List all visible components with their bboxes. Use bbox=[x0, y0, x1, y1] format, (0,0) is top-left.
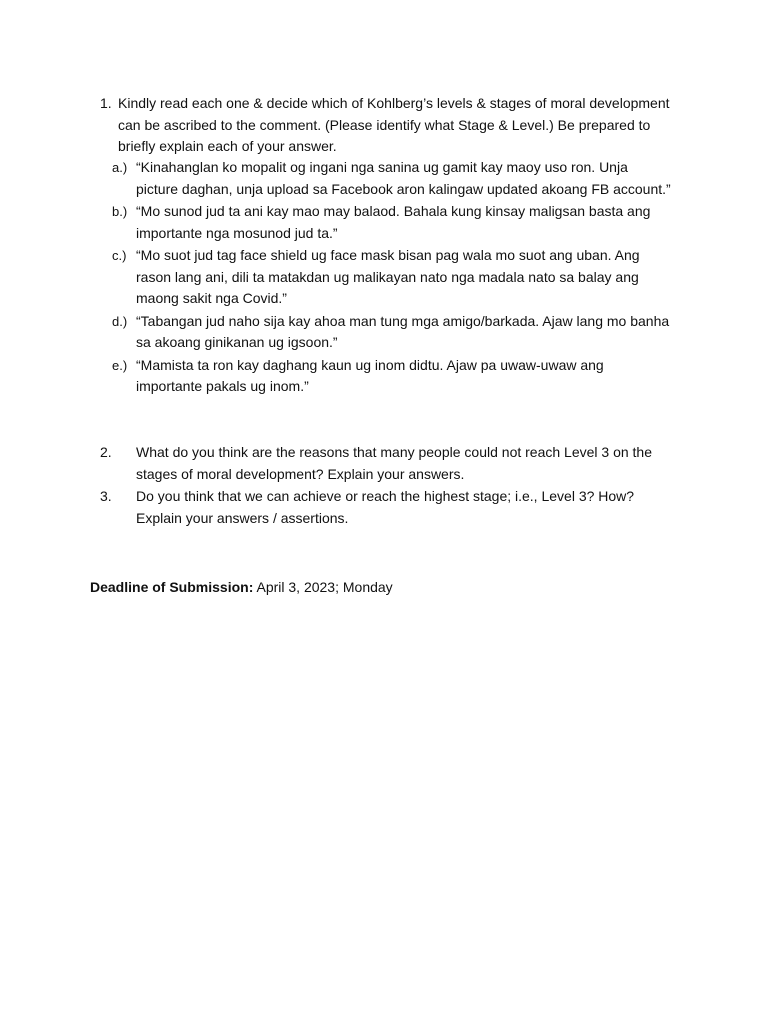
subitem-text: “Kinahanglan ko mopalit og ingani nga sanina ug gamit kay maoy uso ron. Unja picture daghan, unja upload sa Facebook aron kalingaw updated akoang FB account.” bbox=[136, 159, 671, 197]
question-number: 1. bbox=[100, 95, 112, 111]
subitem-letter: d.) bbox=[112, 313, 128, 329]
question-2 bbox=[100, 442, 680, 485]
subitem-text: “Mo suot jud tag face shield ug face mask bisan pag wala mo suot ang uban. Ang rason lang ani, dili ta matakdan ug malikayan nato nga madala nato sa balay ang maong sakit nga Covid.” bbox=[136, 247, 640, 306]
subitem-c bbox=[112, 245, 672, 310]
deadline-label: Deadline of Submission: bbox=[90, 579, 254, 595]
subitem-letter: b.) bbox=[112, 204, 128, 219]
deadline bbox=[90, 577, 393, 598]
question-text: Kindly read each one & decide which of Kohlberg’s levels & stages of moral development can be ascribed to the comment. (Please identify what Stage & Level.) Be prepared to briefly explain each of your answer. bbox=[118, 95, 670, 154]
subitem-text: “Tabangan jud naho sija kay ahoa man tung mga amigo/barkada. Ajaw lang mo banha sa akoang ginikanan ug igsoon.” bbox=[136, 312, 670, 350]
subitem-letter: a.) bbox=[112, 160, 128, 175]
question-1 bbox=[100, 93, 680, 158]
question-3 bbox=[100, 486, 680, 529]
question-number: 3. bbox=[100, 488, 112, 504]
subitem-e bbox=[112, 355, 672, 398]
subitem-text: “Mo sunod jud ta ani kay mao may balaod. Bahala kung kinsay maligsan basta ang importante nga mosunod jud ta.” bbox=[136, 203, 651, 241]
deadline-value: April 3, 2023; Monday bbox=[256, 579, 393, 595]
subitem-b bbox=[112, 201, 672, 244]
subitem-d bbox=[112, 311, 672, 354]
question-text: Do you think that we can achieve or reach the highest stage; i.e., Level 3? How? Explain your answers / assertions. bbox=[136, 488, 635, 526]
subitem-text: “Mamista ta ron kay daghang kaun ug inom didtu. Ajaw pa uwaw-uwaw ang importante pakals ug inom.” bbox=[136, 356, 604, 394]
question-number: 2. bbox=[100, 444, 112, 460]
question-text: What do you think are the reasons that many people could not reach Level 3 on the stages of moral development? Explain your answers. bbox=[136, 444, 652, 482]
subitem-a bbox=[112, 157, 672, 200]
subitem-letter: c.) bbox=[112, 248, 127, 263]
subitem-letter: e.) bbox=[112, 357, 128, 373]
question-1-subitems bbox=[112, 157, 672, 399]
